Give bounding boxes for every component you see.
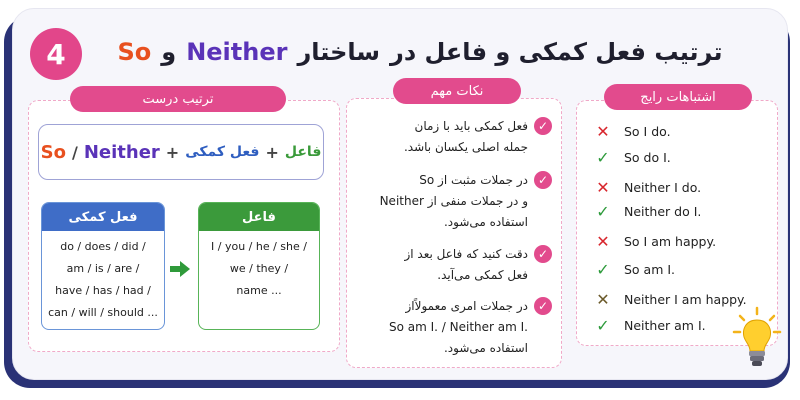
pattern-so: So — [40, 141, 66, 163]
note-text — [380, 191, 528, 212]
pattern-slash: / — [71, 142, 78, 162]
subject-line: we / they / — [229, 262, 289, 275]
check-icon: ✓ — [596, 259, 610, 279]
subject-line: I / you / he / she / — [211, 240, 307, 253]
note-text-part: و در جملات منفی از — [427, 194, 528, 208]
mistake-row — [596, 314, 706, 336]
mistake-row — [596, 200, 701, 222]
auxiliary-line: do / does / did / — [60, 240, 146, 253]
note-text: استفاده می‌شود. — [443, 341, 528, 355]
check-icon: ✓ — [596, 201, 610, 221]
pattern-neither: Neither — [83, 141, 160, 163]
cross-icon: ✕ — [596, 177, 610, 197]
pattern-subject: فاعل — [284, 144, 322, 160]
mistake-text: Neither I am happy. — [624, 291, 747, 307]
subject-line: name ... — [236, 284, 282, 297]
mistake-row — [596, 230, 716, 252]
auxiliary-header: فعل کمکی — [42, 203, 164, 231]
notes-list — [352, 112, 552, 362]
mistake-row — [596, 258, 675, 280]
page-title — [117, 34, 723, 70]
mistake-text: So am I. — [624, 261, 676, 277]
check-circle-icon: ✓ — [534, 297, 552, 315]
check-circle-icon: ✓ — [534, 245, 552, 263]
title-neither: Neither — [186, 38, 288, 66]
number-badge: 4 — [30, 28, 82, 80]
check-icon: ✓ — [596, 147, 610, 167]
arrow-right-icon — [169, 260, 191, 278]
title-so: So — [117, 38, 152, 66]
pattern-plus-1: + — [165, 142, 180, 162]
note-item — [352, 170, 552, 233]
subject-header: فاعل — [199, 203, 319, 231]
mistake-text: So I do. — [624, 123, 671, 139]
check-circle-icon: ✓ — [534, 117, 552, 135]
note-text: در جملات امری معمولاًاز — [405, 299, 528, 313]
pattern-plus-2: + — [265, 142, 279, 162]
note-text: فعل کمکی باید با زمان — [414, 119, 528, 133]
auxiliary-line: have / has / had / — [55, 284, 151, 297]
note-item — [352, 244, 552, 286]
note-item — [352, 296, 552, 359]
mistake-row — [596, 288, 747, 310]
subject-card — [198, 202, 320, 330]
mistake-text: Neither I do. — [624, 179, 702, 195]
auxiliary-verbs-card — [41, 202, 165, 330]
mistake-text: Neither am I. — [624, 317, 706, 333]
pattern-auxiliary: فعل کمکی — [185, 144, 260, 160]
title-and: و — [161, 38, 177, 66]
note-text: جمله اصلی یکسان باشد. — [403, 140, 528, 154]
note-text-part: Neither — [379, 194, 424, 208]
auxiliary-line: am / is / are / — [66, 262, 140, 275]
note-text: استفاده می‌شود. — [443, 215, 528, 229]
order-pattern — [38, 124, 324, 180]
check-icon: ✓ — [596, 315, 610, 335]
note-item — [352, 116, 552, 158]
cross-icon: ✕ — [596, 289, 610, 309]
check-circle-icon: ✓ — [534, 171, 552, 189]
common-mistakes-pill: اشتباهات رایج — [604, 84, 752, 110]
mistake-text: So do I. — [624, 149, 671, 165]
auxiliary-line: can / will / should ... — [48, 306, 158, 319]
mistake-row — [596, 120, 671, 142]
mistake-row — [596, 176, 701, 198]
mistake-text: So I am happy. — [624, 233, 717, 249]
note-text: So am I. / Neither am I. — [388, 320, 528, 334]
correct-order-pill: ترتیب درست — [70, 86, 286, 112]
note-text: فعل کمکی می‌آید. — [437, 268, 528, 282]
mistake-text: Neither do I. — [624, 203, 702, 219]
mistake-row — [596, 146, 671, 168]
cross-icon: ✕ — [596, 231, 610, 251]
light-bulb-icon — [732, 306, 782, 372]
note-text: در جملات مثبت از So — [419, 173, 528, 187]
title-part2: ساختار — [297, 38, 380, 66]
note-text: دقت کنید که فاعل بعد از — [404, 247, 528, 261]
cross-icon: ✕ — [596, 121, 610, 141]
important-notes-pill: نکات مهم — [393, 78, 521, 104]
title-part1: ترتیب فعل کمکی و فاعل در — [390, 38, 723, 66]
